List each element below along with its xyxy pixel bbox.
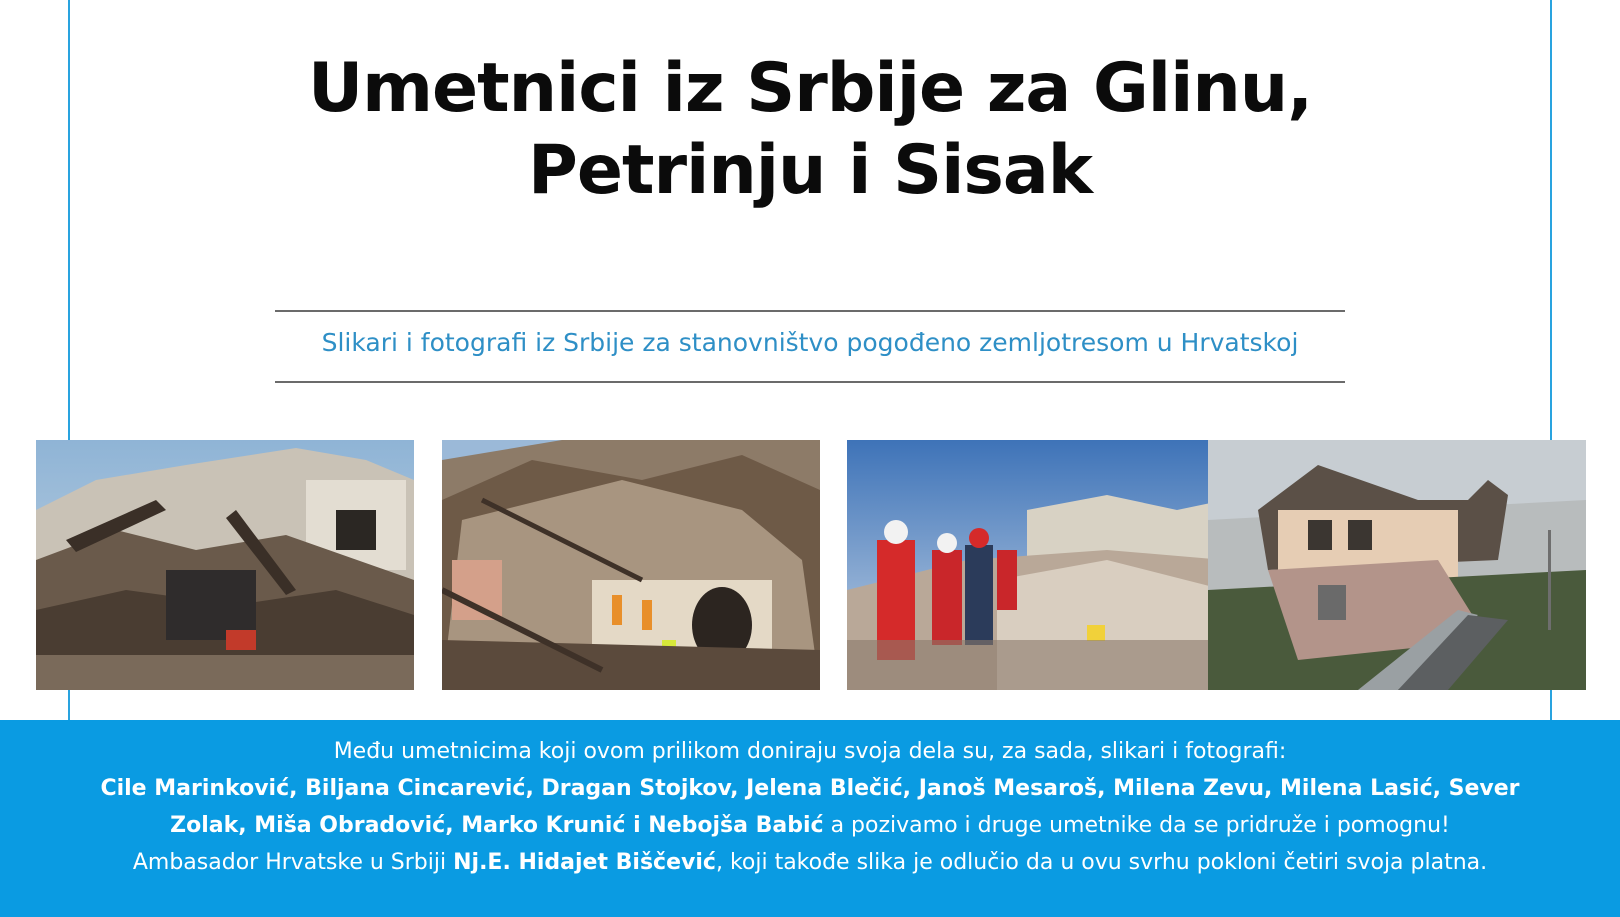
title-line-1: Umetnici iz Srbije za Glinu, <box>307 49 1313 128</box>
photo-collapsed-building <box>36 440 414 690</box>
photo-rescuers-in-rubble <box>442 440 820 690</box>
ambassador-line <box>0 844 1620 881</box>
subtitle: Slikari i fotografi iz Srbije za stanovništvo pogođeno zemljotresom u Hrvatskoj <box>321 328 1299 357</box>
ambassador-suffix: , koji takođe slika je odlučio da u ovu svrhu pokloni četiri svoja platna. <box>715 850 1488 875</box>
ambassador-name: Nj.E. Hidajet Biščević <box>453 850 716 875</box>
artists-names-1: Cile Marinković, Biljana Cincarević, Dragan Stojkov, Jelena Blečić, Janoš Mesaroš, Milena Zevu, Milena Lasić, Sever <box>100 776 1520 801</box>
info-band-text <box>0 733 1620 881</box>
photo-damaged-house <box>1208 440 1586 690</box>
photo-red-cross-team <box>847 440 1225 690</box>
title-line-2: Petrinju i Sisak <box>528 131 1092 210</box>
artists-list-line-2 <box>0 807 1620 844</box>
artists-names-2: Zolak, Miša Obradović, Marko Krunić i Nebojša Babić <box>170 813 824 838</box>
ambassador-prefix: Ambasador Hrvatske u Srbiji <box>132 850 454 875</box>
invite-text: a pozivamo i druge umetnike da se pridruže i pomognu! <box>823 813 1450 838</box>
artists-list-line-1 <box>0 770 1620 807</box>
artists-intro: Među umetnicima koji ovom prilikom doniraju svoja dela su, za sada, slikari i fotografi: <box>333 739 1287 764</box>
divider-bottom <box>275 381 1345 383</box>
divider-top <box>275 310 1345 312</box>
page-title <box>0 48 1620 212</box>
